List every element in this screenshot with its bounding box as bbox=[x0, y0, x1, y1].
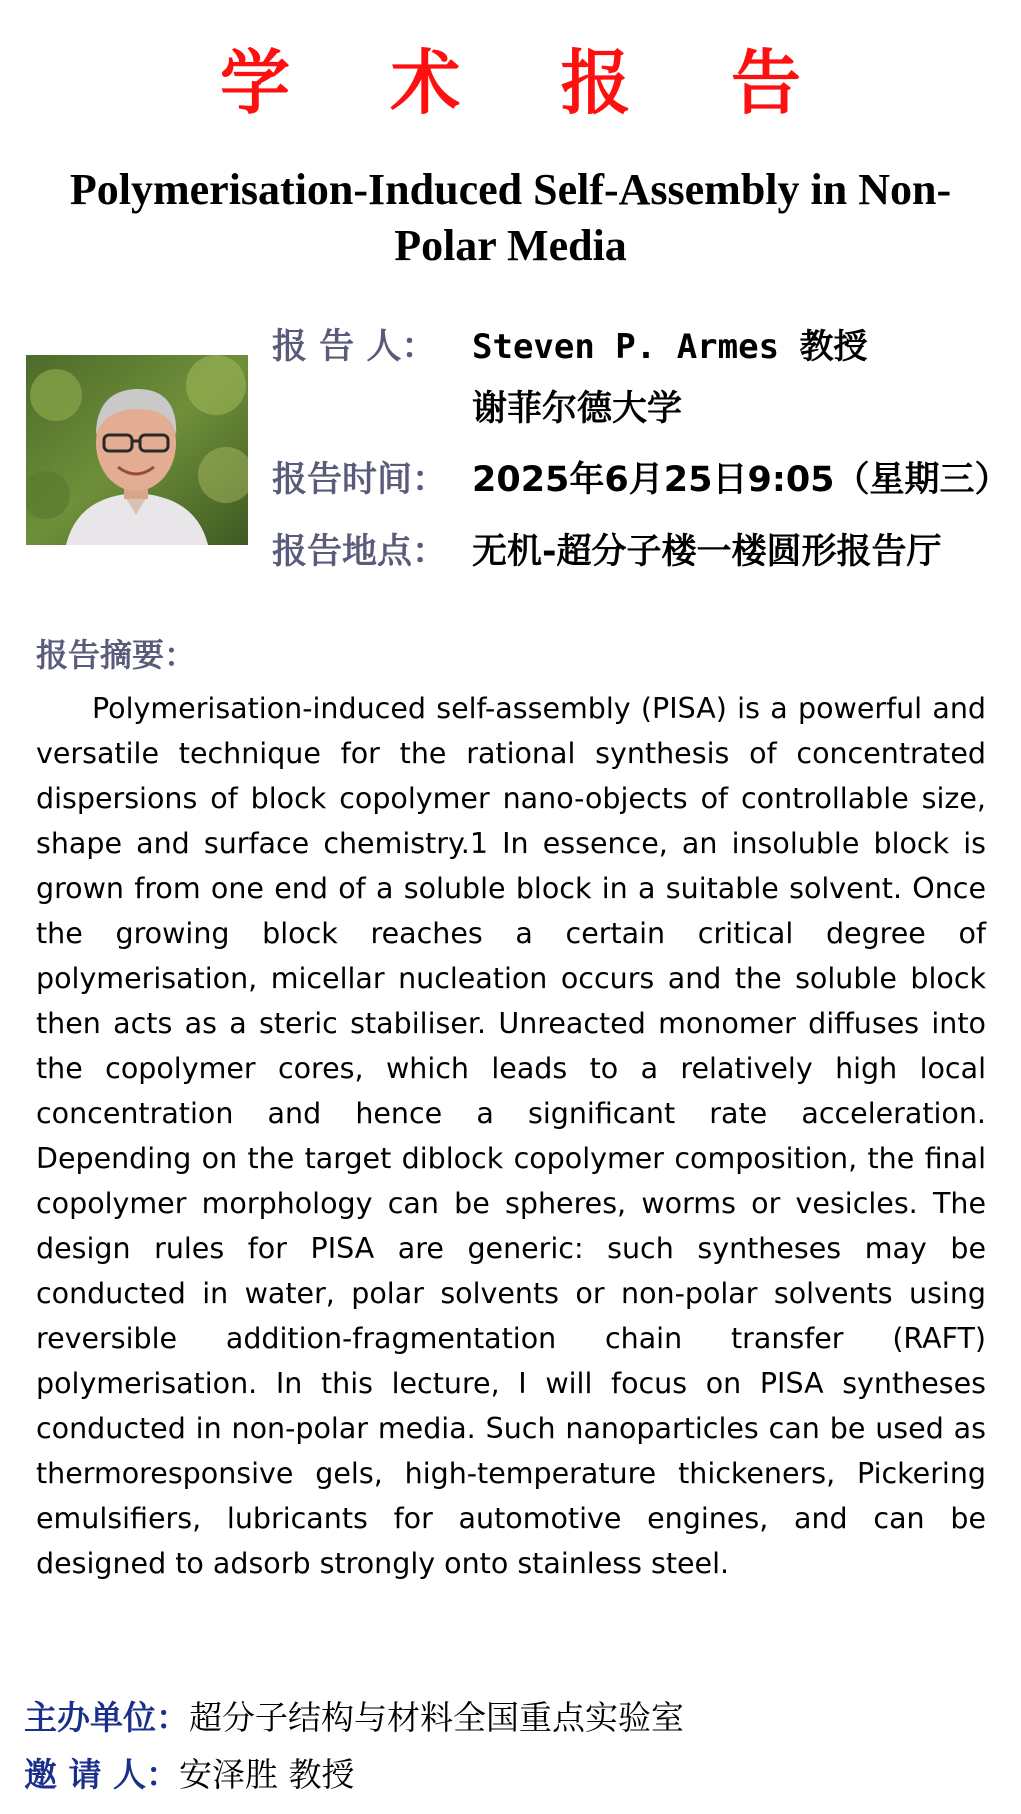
speaker-name: Steven P. Armes 教授 bbox=[472, 327, 868, 367]
speaker-affiliation: 谢菲尔德大学 bbox=[472, 389, 683, 429]
speaker-photo bbox=[26, 355, 248, 545]
host-label: 主办单位： bbox=[24, 1698, 189, 1737]
place-label: 报告地点： bbox=[272, 532, 448, 572]
speaker-row bbox=[272, 322, 868, 372]
banner-title: 学 术 报 告 bbox=[219, 42, 840, 124]
speaker-portrait-icon bbox=[26, 355, 248, 545]
time-label: 报告时间： bbox=[272, 460, 448, 500]
place-row bbox=[272, 527, 942, 577]
speaker-label: 报 告 人： bbox=[272, 327, 437, 367]
abstract-body: Polymerisation-induced self-assembly (PISA) is a powerful and versatile technique for the rational synthesis of concentrated dispersions of block copolymer nano-objects of controllable size, shape and surface chemistry.1 In essence, an insoluble block is grown from one end of a soluble block in a suitable solvent. Once the growing block reaches a certain critical degree of polymerisation, micellar nucleation occurs and the soluble block then acts as a steric stabiliser. Unreacted monomer diffuses into the copolymer cores, which leads to a relatively high local concentration and hence a significant rate acceleration. Depending on the target diblock copolymer composition, the final copolymer morphology can be spheres, worms or vesicles. The design rules for PISA are generic: such syntheses may be conducted in water, polar solvents or non-polar solvents using reversible addition-fragmentation chain transfer (RAFT) polymerisation. In this lecture, I will focus on PISA syntheses conducted in non-polar media. Such nanoparticles can be used as thermoresponsive gels, high-temperature thickeners, Pickering emulsifiers, lubricants for automotive engines, and can be designed to adsorb strongly onto stainless steel. bbox=[36, 692, 986, 1580]
inviter-label: 邀 请 人： bbox=[24, 1755, 179, 1794]
time-row bbox=[272, 455, 1010, 505]
affiliation-row bbox=[272, 384, 682, 434]
inviter-value: 安泽胜 教授 bbox=[178, 1755, 355, 1794]
abstract-heading: 报告摘要： bbox=[36, 636, 197, 674]
time-value: 2025年6月25日9:05（星期三） bbox=[472, 460, 1010, 500]
talk-title: Polymerisation-Induced Self-Assembly in Non-Polar Media bbox=[69, 165, 952, 270]
host-row bbox=[24, 1693, 684, 1743]
inviter-row bbox=[24, 1750, 354, 1800]
host-value: 超分子结构与材料全国重点实验室 bbox=[189, 1698, 684, 1737]
place-value: 无机-超分子楼一楼圆形报告厅 bbox=[472, 532, 942, 572]
